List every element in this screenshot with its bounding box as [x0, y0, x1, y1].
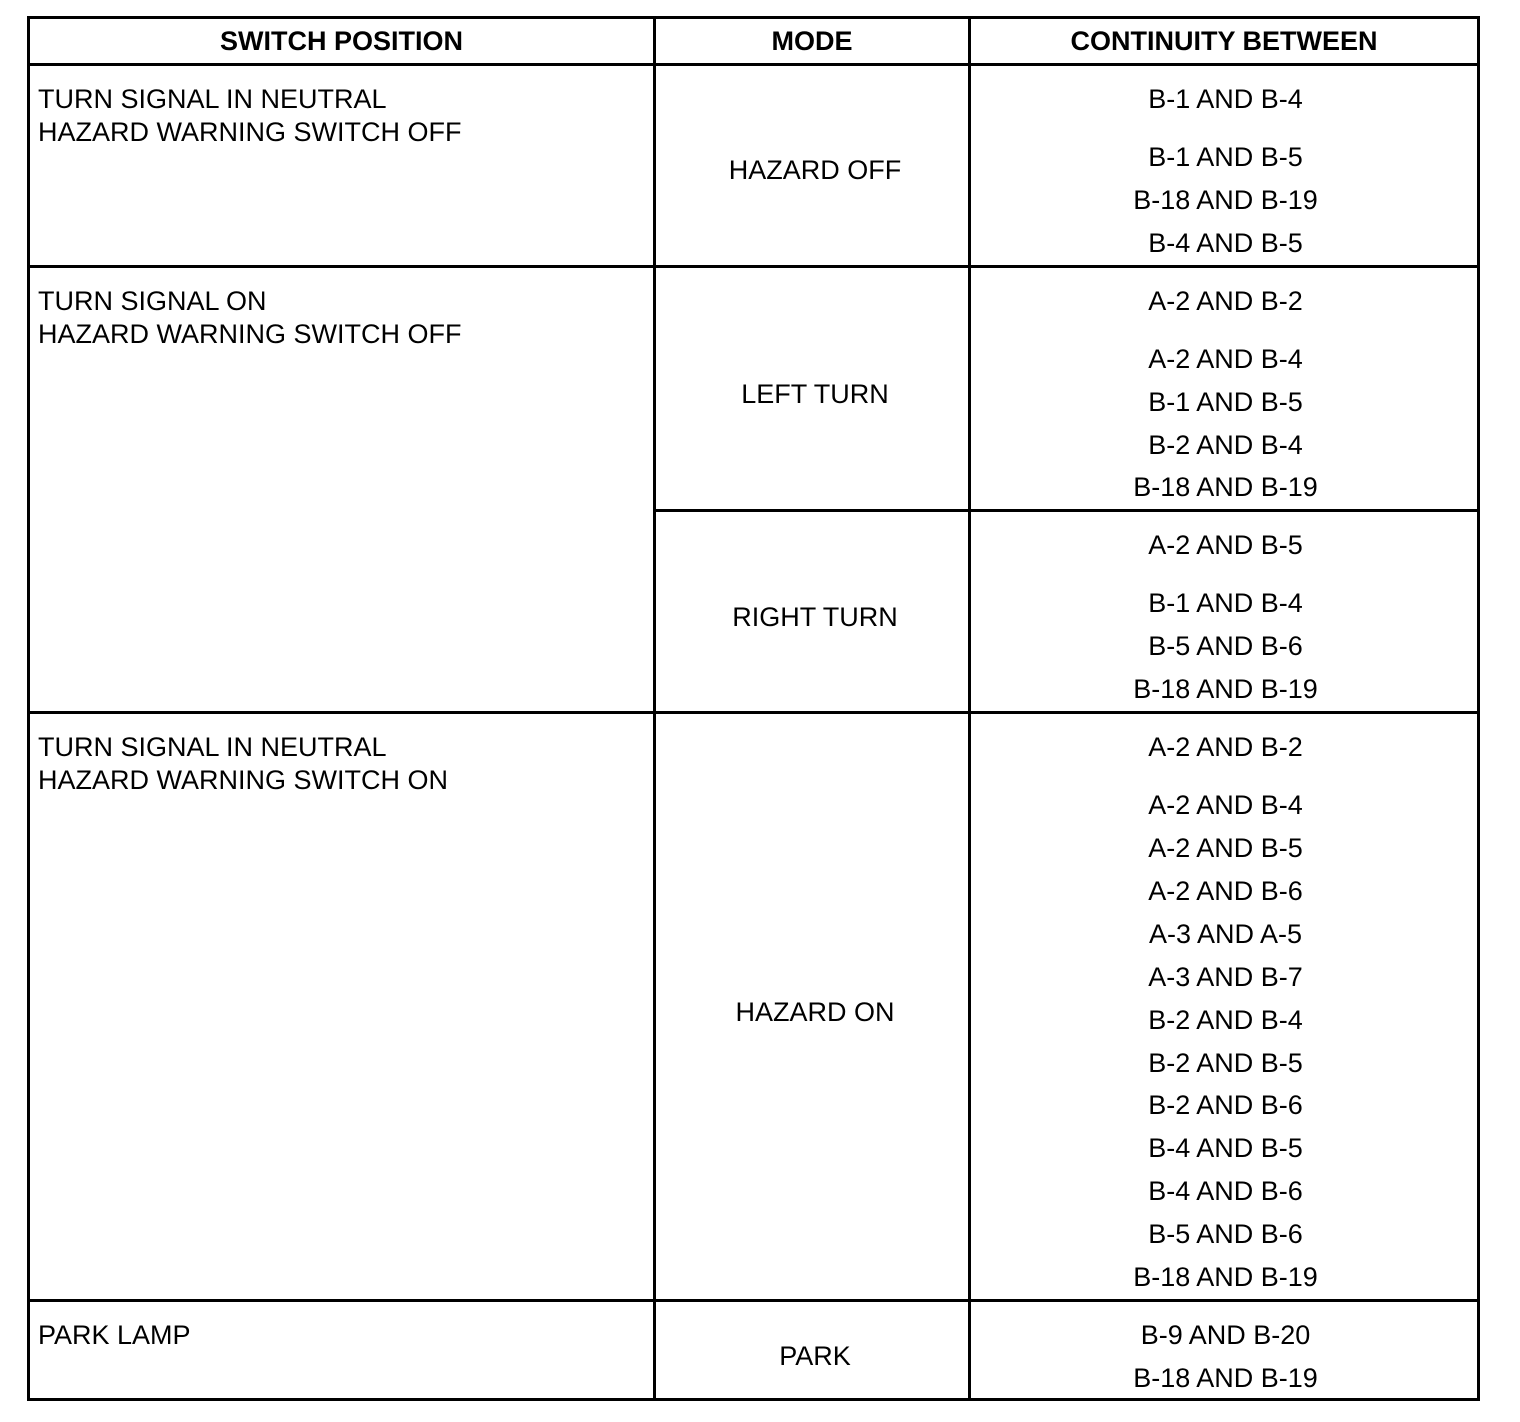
continuity-entry: B-4 AND B-5: [1148, 228, 1303, 258]
continuity-entry: B-4 AND B-6: [1148, 1176, 1303, 1206]
continuity-entry: B-18 AND B-19: [1133, 1363, 1318, 1393]
continuity-entry: B-1 AND B-4: [1148, 84, 1303, 114]
continuity-entry: B-5 AND B-6: [1148, 1219, 1303, 1249]
switch-position-line: TURN SIGNAL IN NEUTRAL: [38, 84, 387, 114]
switch-position-line: HAZARD WARNING SWITCH OFF: [38, 117, 462, 147]
column-divider: [968, 19, 971, 1398]
continuity-entry: B-1 AND B-4: [1148, 588, 1303, 618]
continuity-entry: A-2 AND B-4: [1148, 790, 1303, 820]
continuity-entry: B-1 AND B-5: [1148, 142, 1303, 172]
continuity-entry: A-3 AND B-7: [1148, 962, 1303, 992]
switch-position-cell: [38, 285, 648, 351]
column-divider: [653, 19, 656, 1398]
continuity-entry: A-3 AND A-5: [1148, 919, 1303, 949]
continuity-entry: B-5 AND B-6: [1148, 631, 1303, 661]
continuity-entry: B-18 AND B-19: [1133, 674, 1318, 704]
continuity-entry: A-2 AND B-2: [1148, 732, 1303, 762]
continuity-entry: B-2 AND B-5: [1148, 1048, 1303, 1078]
mode-cell: HAZARD OFF: [728, 155, 902, 185]
header-switch-position: SWITCH POSITION: [220, 26, 463, 56]
header-mode: MODE: [771, 26, 853, 56]
continuity-entry: B-18 AND B-19: [1133, 185, 1318, 215]
continuity-entry: A-2 AND B-6: [1148, 876, 1303, 906]
continuity-entry: A-2 AND B-5: [1148, 530, 1303, 560]
continuity-table: [27, 16, 1480, 1401]
switch-position-line: HAZARD WARNING SWITCH OFF: [38, 319, 462, 349]
mode-cell: LEFT TURN: [741, 379, 889, 409]
switch-position-line: HAZARD WARNING SWITCH ON: [38, 765, 448, 795]
header-continuity-between: CONTINUITY BETWEEN: [1070, 26, 1378, 56]
continuity-entry: B-4 AND B-5: [1148, 1133, 1303, 1163]
continuity-entry: B-2 AND B-4: [1148, 430, 1303, 460]
continuity-cell: [974, 19, 1477, 1404]
mode-cell: HAZARD ON: [735, 997, 895, 1027]
continuity-entry: B-1 AND B-5: [1148, 387, 1303, 417]
switch-position-line: TURN SIGNAL ON: [38, 286, 267, 316]
switch-position-line: TURN SIGNAL IN NEUTRAL: [38, 732, 387, 762]
continuity-entry: B-18 AND B-19: [1133, 1262, 1318, 1292]
switch-position-line: PARK LAMP: [38, 1320, 191, 1350]
continuity-entry: B-18 AND B-19: [1133, 472, 1318, 502]
switch-position-cell: [38, 1319, 648, 1352]
continuity-entry: A-2 AND B-2: [1148, 286, 1303, 316]
switch-position-cell: [38, 83, 648, 149]
continuity-entry: A-2 AND B-5: [1148, 833, 1303, 863]
continuity-entry: B-9 AND B-20: [1140, 1320, 1311, 1350]
continuity-entry: B-2 AND B-4: [1148, 1005, 1303, 1035]
mode-cell: RIGHT TURN: [732, 602, 898, 632]
continuity-entry: A-2 AND B-4: [1148, 344, 1303, 374]
mode-cell: PARK: [779, 1341, 851, 1371]
switch-position-cell: [38, 731, 648, 797]
continuity-entry: B-2 AND B-6: [1148, 1090, 1303, 1120]
